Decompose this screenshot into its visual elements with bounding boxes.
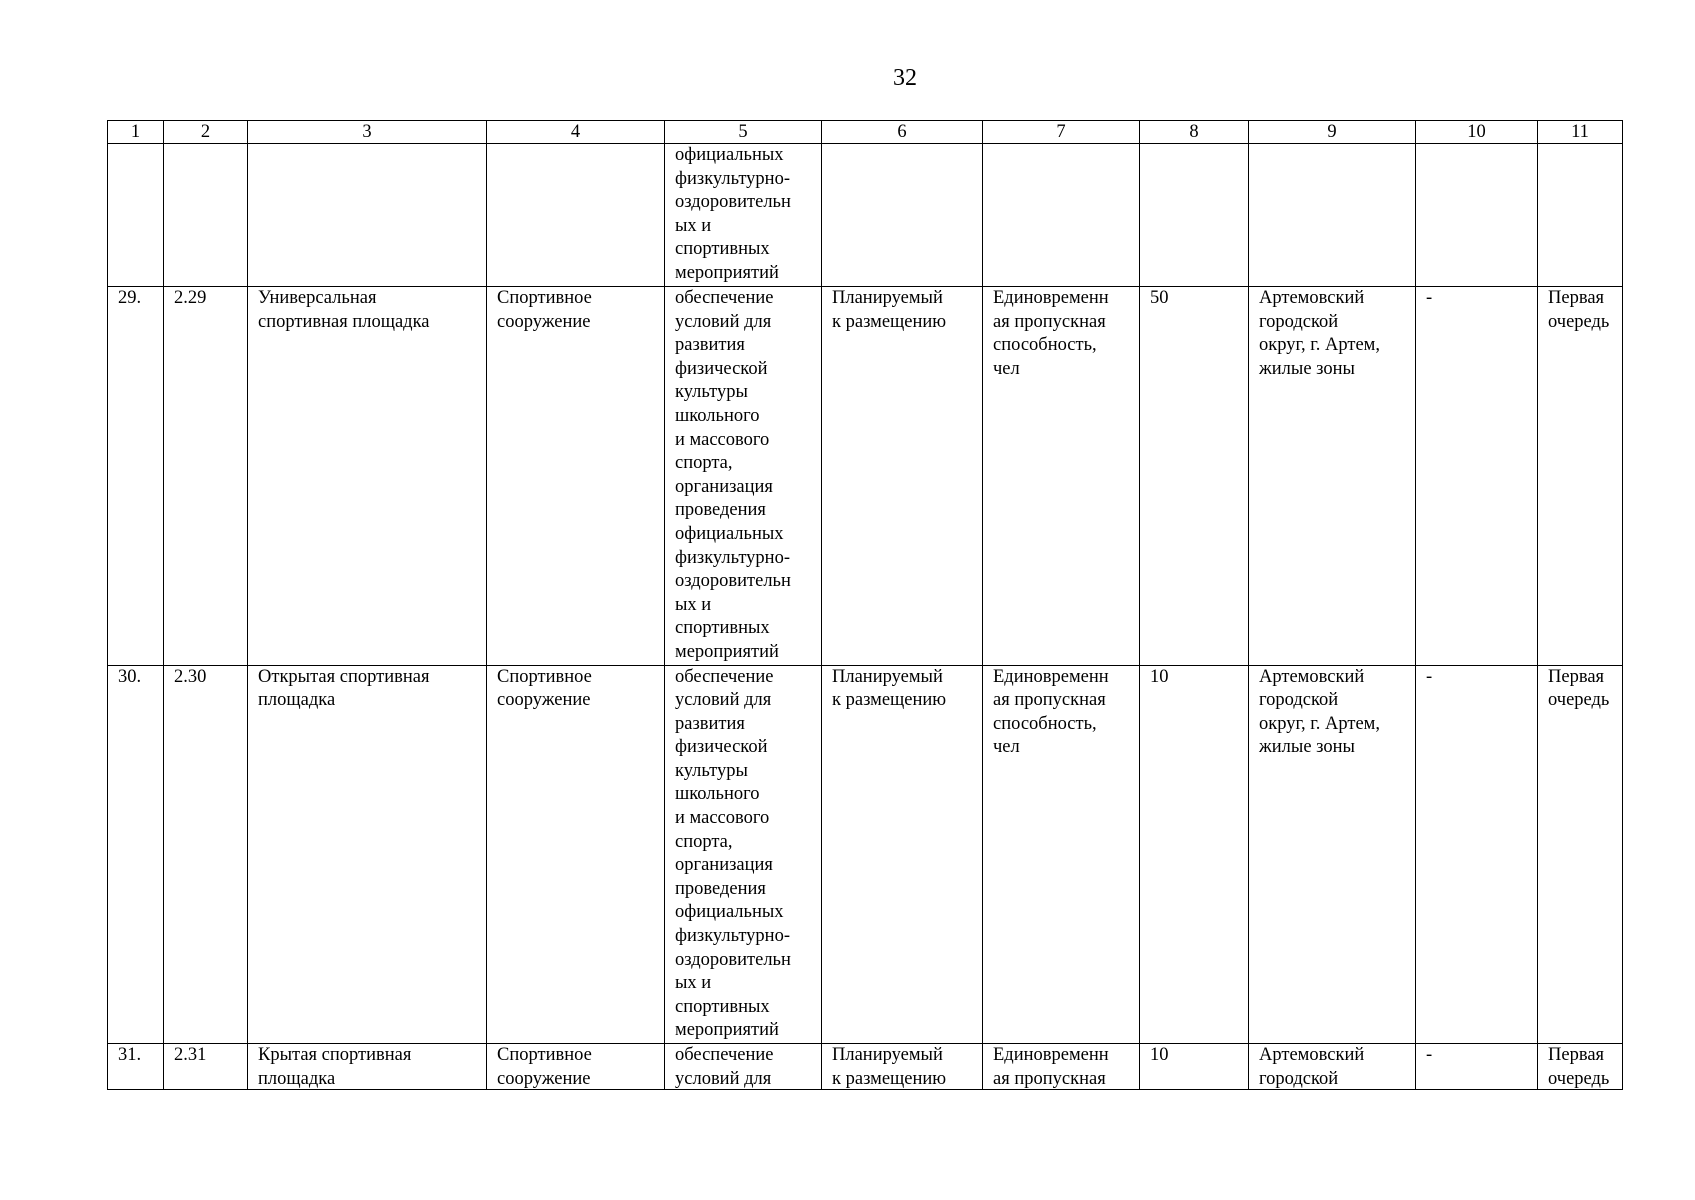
row-number-cell: 30. (108, 665, 164, 1044)
column-number: 7 (983, 121, 1140, 144)
name-cell: Универсальная спортивная площадка (248, 287, 487, 666)
name-cell (248, 1044, 487, 1090)
code-cell (164, 1044, 248, 1090)
cell-text: 31. (118, 1045, 142, 1065)
cell-text: - (1426, 1045, 1433, 1065)
page-number: 32 (893, 65, 917, 91)
code-cell: 2.30 (164, 665, 248, 1044)
location-cell: Артемовский городской округ, г. Артем, жилые зоны (1249, 665, 1416, 1044)
zone-cell: - (1416, 665, 1538, 1044)
type-cell: Спортивное сооружение (487, 287, 665, 666)
objects-table (107, 120, 1623, 1090)
value-cell: 50 (1140, 287, 1249, 666)
purpose-cell: официальных физкультурно- оздоровительн ых и спортивных мероприятий (665, 144, 822, 287)
status-cell: Планируемый к размещению (822, 287, 983, 666)
cell-text: Планируемый к размещению (832, 1045, 947, 1089)
table-cell (983, 144, 1140, 287)
name-cell: Открытая спортивная площадка (248, 665, 487, 1044)
column-number: 8 (1140, 121, 1249, 144)
location-cell: Артемовский городской округ, г. Артем, жилые зоны (1249, 287, 1416, 666)
stage-cell: Первая очередь (1538, 287, 1623, 666)
table-cell (248, 144, 487, 287)
purpose-cell: обеспечение условий для развития физической культуры школьного и массового спорта, организация проведения официальных физкультурно- оздоровительн ых и спортивных мероприятий (665, 665, 822, 1044)
row-number-cell (108, 1044, 164, 1090)
cell-text: Артемовский городской (1259, 1045, 1365, 1089)
column-number: 9 (1249, 121, 1416, 144)
table-row (108, 1044, 1623, 1090)
cell-text: обеспечение условий для (675, 1045, 774, 1089)
stage-cell: Первая очередь (1538, 665, 1623, 1044)
characteristic-cell (983, 1044, 1140, 1090)
cell-text: Спортивное сооружение (497, 1045, 592, 1089)
status-cell (822, 1044, 983, 1090)
table-cell (1140, 144, 1249, 287)
value-cell (1140, 1044, 1249, 1090)
table-row (108, 665, 1623, 1044)
column-number-row (108, 121, 1623, 144)
cell-text: Единовременн ая пропускная (993, 1045, 1109, 1089)
cell-text: Первая очередь (1548, 1045, 1610, 1089)
code-cell: 2.29 (164, 287, 248, 666)
type-cell: Спортивное сооружение (487, 665, 665, 1044)
cell-text: 2.31 (174, 1045, 207, 1065)
cell-text: 10 (1150, 1045, 1169, 1065)
table-cell (487, 144, 665, 287)
zone-cell (1416, 1044, 1538, 1090)
location-cell (1249, 1044, 1416, 1090)
table-cell (1538, 144, 1623, 287)
table-cell (822, 144, 983, 287)
column-number: 5 (665, 121, 822, 144)
value-cell: 10 (1140, 665, 1249, 1044)
characteristic-cell: Единовременн ая пропускная способность, чел (983, 287, 1140, 666)
column-number: 2 (164, 121, 248, 144)
row-number-cell: 29. (108, 287, 164, 666)
characteristic-cell: Единовременн ая пропускная способность, чел (983, 665, 1140, 1044)
column-number: 1 (108, 121, 164, 144)
type-cell (487, 1044, 665, 1090)
table-cell (108, 144, 164, 287)
table-cell (1416, 144, 1538, 287)
column-number: 4 (487, 121, 665, 144)
column-number: 11 (1538, 121, 1623, 144)
zone-cell: - (1416, 287, 1538, 666)
table-row (108, 287, 1623, 666)
cell-text: Крытая спортивная площадка (258, 1045, 412, 1089)
table-cell (164, 144, 248, 287)
column-number: 6 (822, 121, 983, 144)
stage-cell (1538, 1044, 1623, 1090)
status-cell: Планируемый к размещению (822, 665, 983, 1044)
column-number: 3 (248, 121, 487, 144)
column-number: 10 (1416, 121, 1538, 144)
purpose-cell: обеспечение условий для развития физической культуры школьного и массового спорта, организация проведения официальных физкультурно- оздоровительн ых и спортивных мероприятий (665, 287, 822, 666)
table-row-continuation (108, 144, 1623, 287)
table-cell (1249, 144, 1416, 287)
purpose-cell (665, 1044, 822, 1090)
